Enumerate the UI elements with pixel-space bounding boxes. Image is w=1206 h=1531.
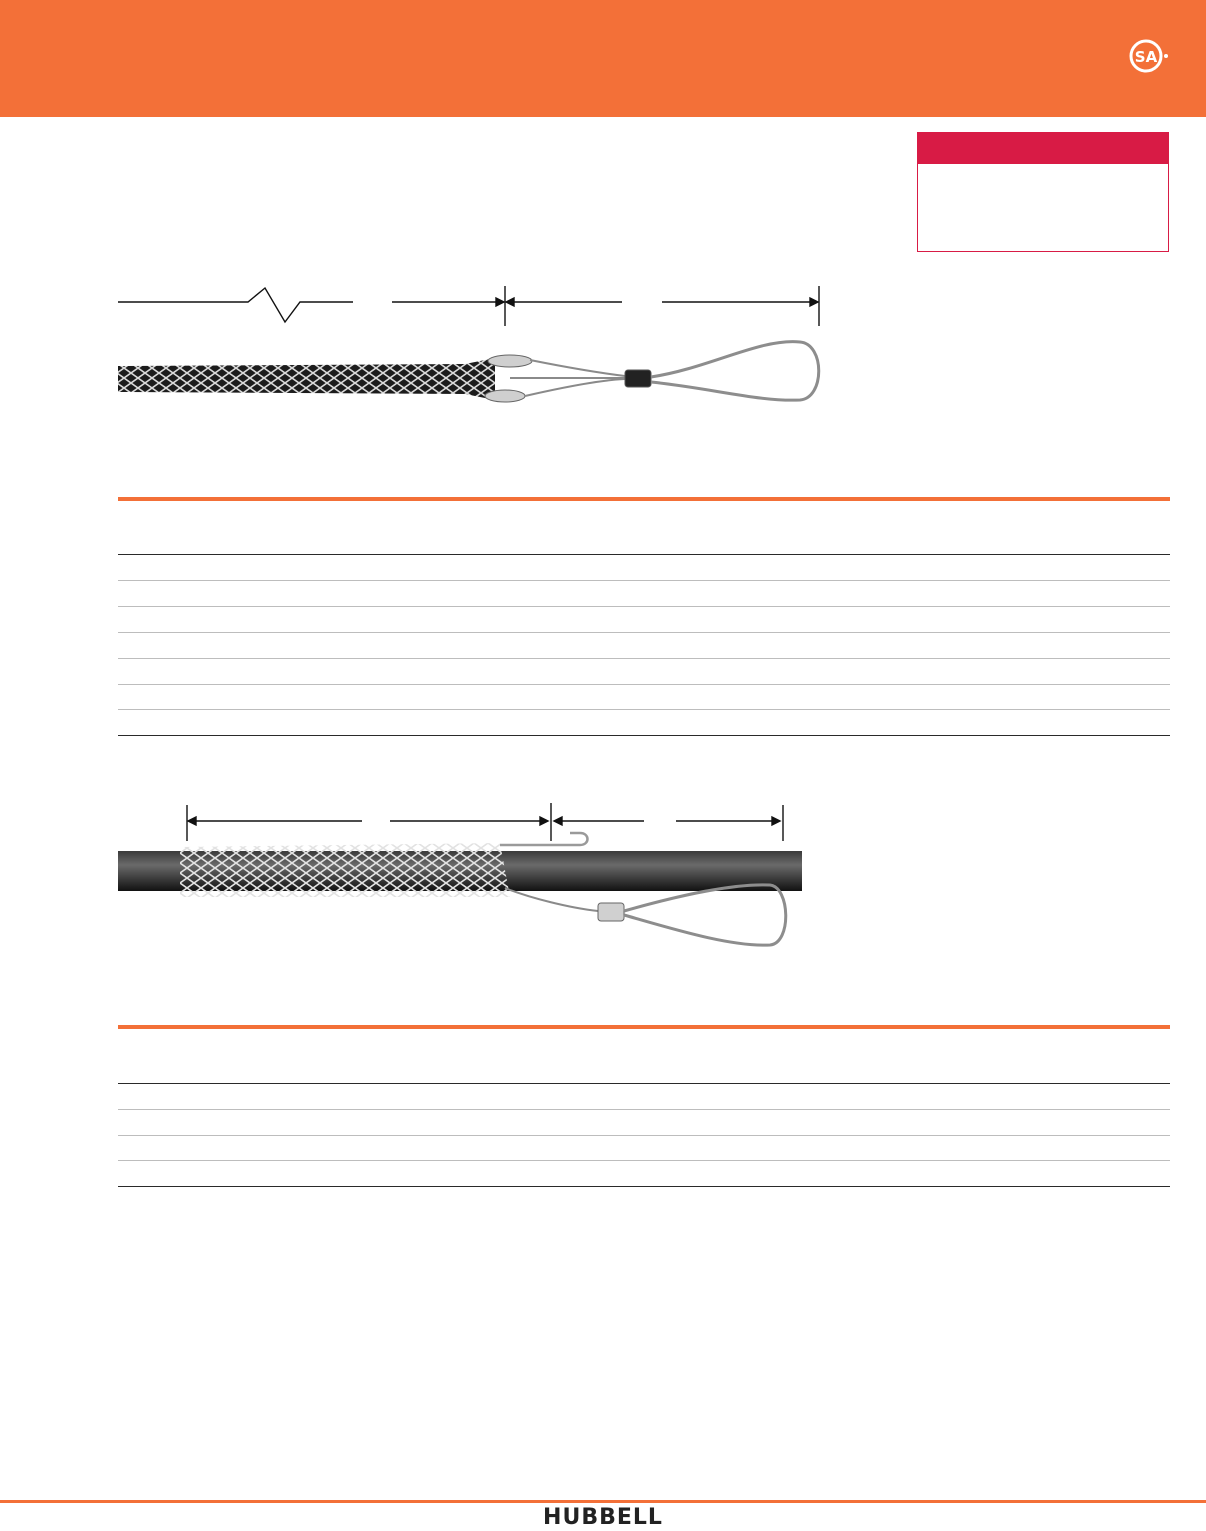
notice-box	[917, 132, 1169, 252]
table-2-top-rule	[118, 1025, 1170, 1029]
pulling-eye-loop	[624, 885, 786, 945]
table-1-row-divider	[118, 684, 1170, 685]
notice-box-header	[918, 133, 1168, 164]
product-figure-grip-eye	[110, 278, 850, 443]
hubbell-wordmark: HUBBELL	[543, 1505, 663, 1530]
dimension-line-mesh-length	[187, 803, 551, 841]
dimension-line-eye-length	[506, 286, 819, 326]
table-2-row-divider	[118, 1135, 1170, 1136]
svg-text:SA: SA	[1134, 48, 1158, 66]
table-1-bottom-rule	[118, 735, 1170, 736]
csa-logo-icon	[1128, 36, 1172, 76]
table-1-row-divider	[118, 632, 1170, 633]
table-2-row-divider	[118, 1109, 1170, 1110]
wire-mesh-body	[180, 843, 510, 897]
dimension-line-grip-length	[118, 286, 505, 326]
table-1-row-divider	[118, 658, 1170, 659]
table-2-bottom-rule	[118, 1186, 1170, 1187]
footer-rule	[0, 1500, 1206, 1503]
dimension-line-eye-length	[554, 805, 783, 841]
wire-mesh-body	[118, 358, 495, 400]
table-1-header-rule	[118, 554, 1170, 555]
header-band	[0, 0, 1206, 117]
table-1-row-divider	[118, 709, 1170, 710]
table-2-row-divider	[118, 1160, 1170, 1161]
table-1-row-divider	[118, 606, 1170, 607]
table-1-row-divider	[118, 580, 1170, 581]
table-1-top-rule	[118, 497, 1170, 501]
pulling-eye-loop	[651, 342, 819, 401]
table-2-header-rule	[118, 1083, 1170, 1084]
product-figure-grip-on-cable	[110, 793, 820, 983]
